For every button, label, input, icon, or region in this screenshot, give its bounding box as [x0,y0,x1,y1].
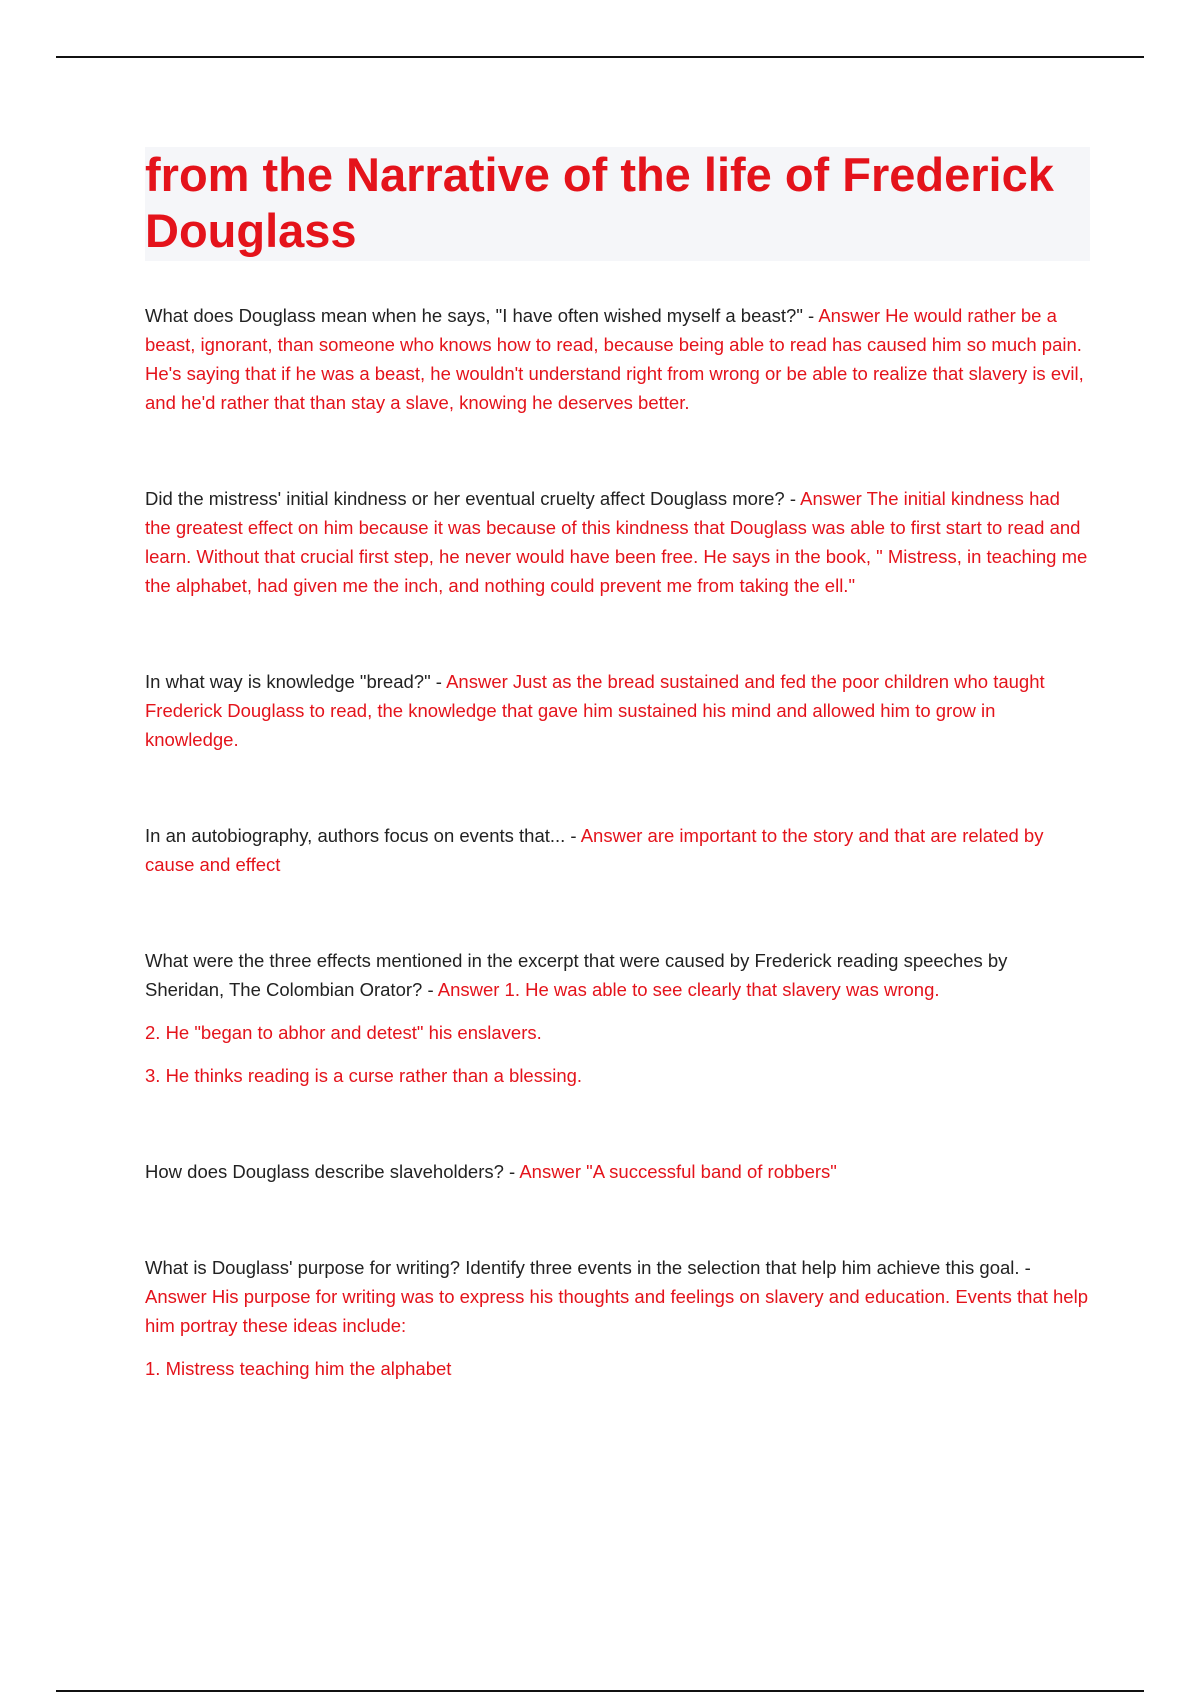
qa-item-7 [145,1253,1090,1383]
answer-list-item: 1. Mistress teaching him the alphabet [145,1358,452,1379]
qa-item-6 [145,1157,1090,1186]
question-text: In an autobiography, authors focus on events that... [145,825,566,846]
separator: - [503,1161,520,1182]
qa-item-4 [145,821,1090,879]
question-text: How does Douglass describe slaveholders? [145,1161,504,1182]
top-rule [56,56,1144,58]
answer-text: Answer His purpose for writing was to express his thoughts and feelings on slavery and education. Events that help him portray these ideas include: [145,1286,1088,1336]
answer-text: Answer are important to the story and that are related by cause and effect [145,825,1044,875]
qa-item-5 [145,946,1090,1090]
bottom-rule [56,1690,1144,1692]
separator: - [784,488,801,509]
qa-item-3 [145,667,1090,754]
answer-list-item: 3. He thinks reading is a curse rather than a blessing. [145,1065,583,1086]
separator: - [422,979,438,1000]
separator: - [430,671,447,692]
qa-item-2 [145,484,1090,600]
document-title: from the Narrative of the life of Frederick Douglass [145,147,1090,261]
answer-text: Answer He would rather be a beast, ignorant, than someone who knows how to read, because being able to read has caused him so much pain. He's saying that if he was a beast, he wouldn't understand right from wrong or be able to realize that slavery is evil, and he'd rather that than stay a slave, knowing he deserves better. [145,305,1084,413]
answer-text: Answer 1. He was able to see clearly that slavery was wrong. [437,979,940,1000]
question-text: In what way is knowledge "bread?" [145,671,431,692]
separator: - [1019,1257,1031,1278]
question-text: What is Douglass' purpose for writing? Identify three events in the selection that help him achieve this goal. [145,1257,1020,1278]
question-text: What does Douglass mean when he says, "I have often wished myself a beast?" [145,305,803,326]
separator: - [802,305,819,326]
answer-text: Answer The initial kindness had the greatest effect on him because it was because of this kindness that Douglass was able to first start to read and learn. Without that crucial first step, he never would have been free. He says in the book, " Mistress, in teaching me the alphabet, had given me the inch, and nothing could prevent me from taking the ell." [145,488,1088,596]
document-body [145,147,1090,1450]
answer-text: Answer Just as the bread sustained and fed the poor children who taught Frederick Douglass to read, the knowledge that gave him sustained his mind and allowed him to grow in knowledge. [145,671,1045,750]
question-text: What were the three effects mentioned in the excerpt that were caused by Frederick reading speeches by Sheridan, The Colombian Orator? [145,950,1008,1000]
answer-list-item: 2. He "began to abhor and detest" his enslavers. [145,1022,542,1043]
answer-text: Answer "A successful band of robbers" [519,1161,837,1182]
qa-item-1 [145,301,1090,417]
question-text: Did the mistress' initial kindness or her eventual cruelty affect Douglass more? [145,488,785,509]
separator: - [565,825,581,846]
